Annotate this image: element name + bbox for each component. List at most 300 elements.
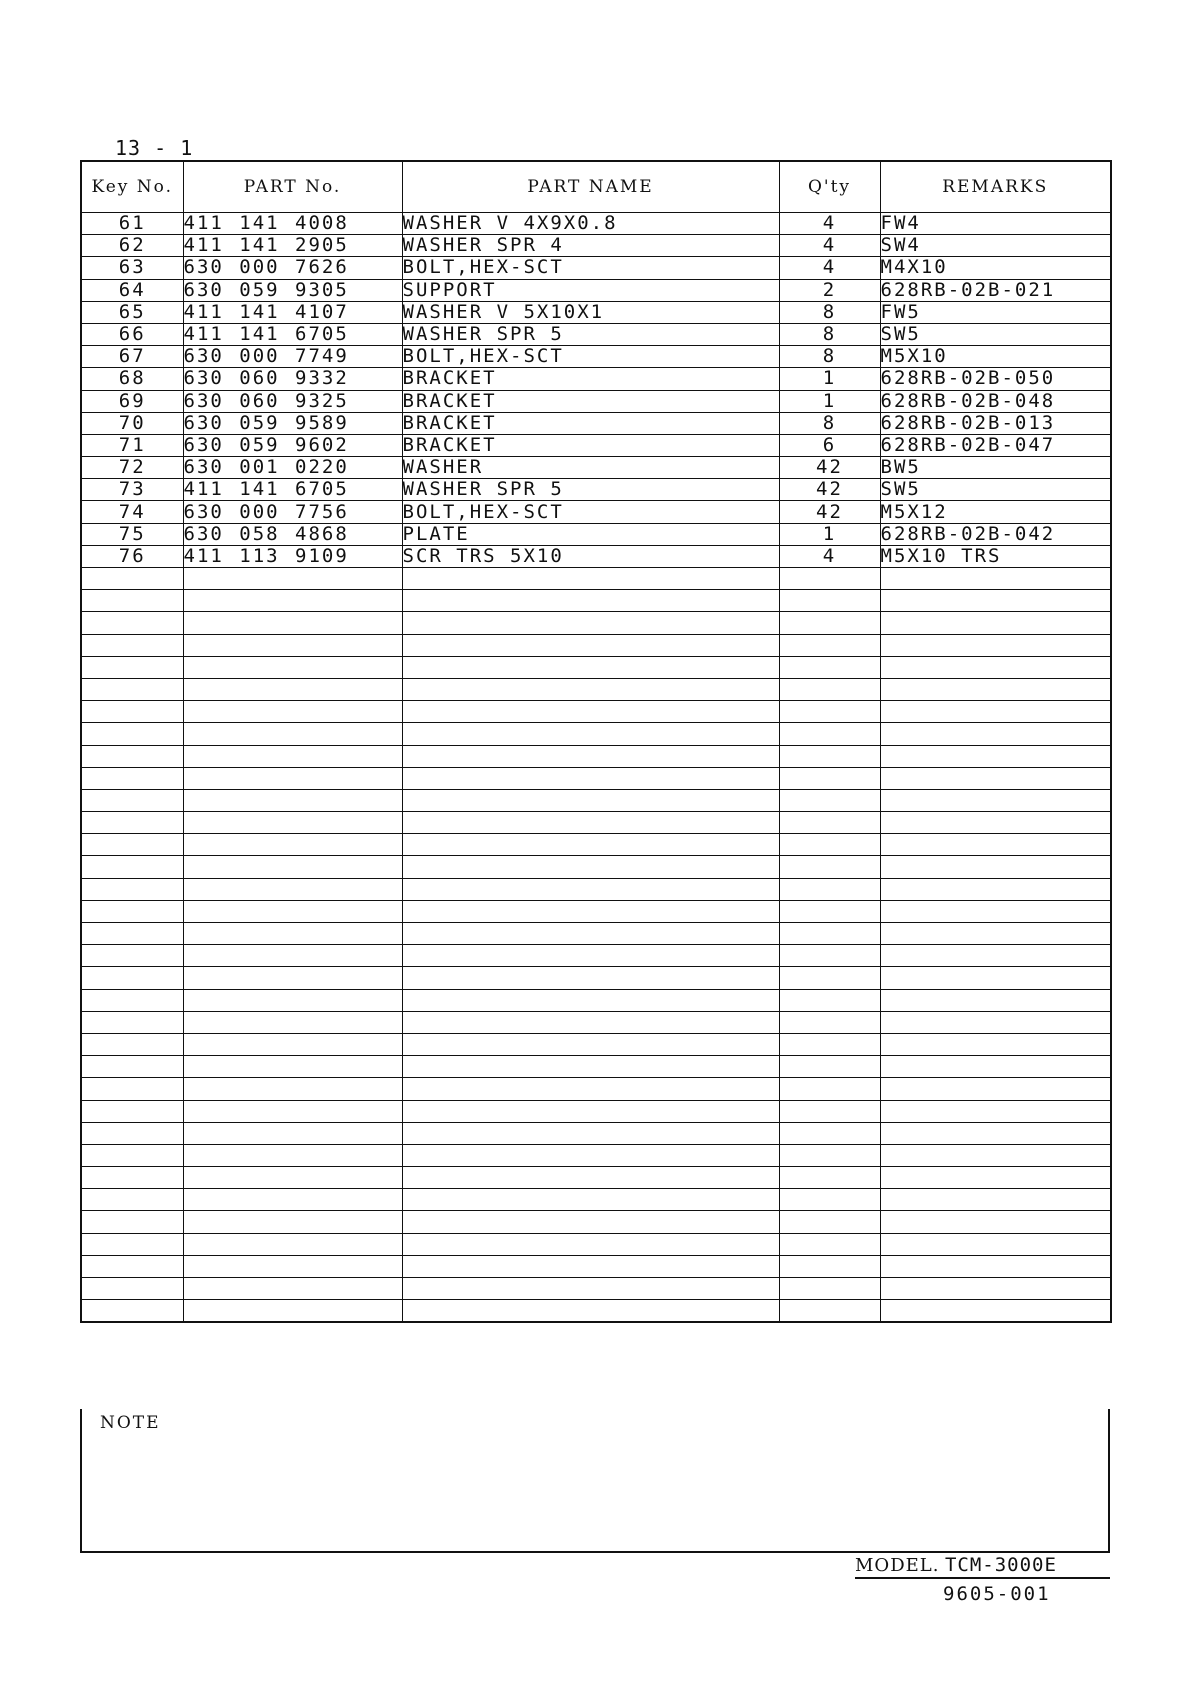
empty-qty-cell (779, 656, 880, 678)
table-row (81, 479, 1111, 501)
remarks-cell: M5X10 (880, 346, 1111, 368)
empty-remarks-cell (880, 656, 1111, 678)
empty-qty-cell (779, 612, 880, 634)
empty-part-no-cell (183, 1033, 402, 1055)
empty-key-no-cell (81, 967, 183, 989)
empty-part-no-cell (183, 945, 402, 967)
note-box (80, 1409, 1110, 1553)
empty-part-name-cell (402, 1278, 779, 1300)
model-line (855, 1554, 1110, 1579)
key-no-cell: 62 (81, 235, 183, 257)
qty-cell: 42 (779, 479, 880, 501)
empty-part-name-cell (402, 1167, 779, 1189)
qty-cell: 4 (779, 213, 880, 235)
empty-remarks-cell (880, 878, 1111, 900)
table-row (81, 545, 1111, 567)
part-name-cell: WASHER SPR 4 (402, 235, 779, 257)
key-no-cell: 67 (81, 346, 183, 368)
part-name-cell: WASHER SPR 5 (402, 479, 779, 501)
empty-key-no-cell (81, 1300, 183, 1323)
empty-remarks-cell (880, 723, 1111, 745)
empty-part-name-cell (402, 1233, 779, 1255)
key-no-cell: 68 (81, 368, 183, 390)
empty-part-no-cell (183, 1300, 402, 1323)
empty-key-no-cell (81, 1255, 183, 1277)
empty-key-no-cell (81, 1011, 183, 1033)
empty-remarks-cell (880, 612, 1111, 634)
empty-qty-cell (779, 767, 880, 789)
empty-part-no-cell (183, 1122, 402, 1144)
empty-remarks-cell (880, 1100, 1111, 1122)
empty-part-no-cell (183, 612, 402, 634)
empty-part-name-cell (402, 701, 779, 723)
empty-table-row (81, 900, 1111, 922)
empty-part-name-cell (402, 767, 779, 789)
empty-key-no-cell (81, 1056, 183, 1078)
empty-part-name-cell (402, 723, 779, 745)
table-row (81, 434, 1111, 456)
empty-part-no-cell (183, 568, 402, 590)
remarks-cell: M4X10 (880, 257, 1111, 279)
empty-remarks-cell (880, 967, 1111, 989)
header-qty: Q'ty (779, 161, 880, 213)
empty-qty-cell (779, 878, 880, 900)
empty-key-no-cell (81, 1189, 183, 1211)
qty-cell: 8 (779, 323, 880, 345)
part-no-cell: 630 000 7749 (183, 346, 402, 368)
empty-part-name-cell (402, 878, 779, 900)
empty-part-no-cell (183, 1056, 402, 1078)
part-name-cell: BOLT,HEX-SCT (402, 346, 779, 368)
empty-table-row (81, 1300, 1111, 1323)
remarks-cell: 628RB-02B-042 (880, 523, 1111, 545)
empty-part-no-cell (183, 856, 402, 878)
part-name-cell: BOLT,HEX-SCT (402, 257, 779, 279)
empty-table-row (81, 723, 1111, 745)
empty-table-row (81, 701, 1111, 723)
remarks-cell: BW5 (880, 457, 1111, 479)
part-no-cell: 630 001 0220 (183, 457, 402, 479)
empty-remarks-cell (880, 1278, 1111, 1300)
empty-qty-cell (779, 590, 880, 612)
empty-part-no-cell (183, 1167, 402, 1189)
empty-table-row (81, 1167, 1111, 1189)
table-row (81, 257, 1111, 279)
empty-part-name-cell (402, 1122, 779, 1144)
empty-remarks-cell (880, 745, 1111, 767)
empty-table-row (81, 1011, 1111, 1033)
empty-remarks-cell (880, 1167, 1111, 1189)
empty-table-row (81, 878, 1111, 900)
part-no-cell: 411 141 6705 (183, 323, 402, 345)
remarks-cell: 628RB-02B-021 (880, 279, 1111, 301)
empty-part-name-cell (402, 967, 779, 989)
empty-part-name-cell (402, 634, 779, 656)
part-name-cell: BRACKET (402, 434, 779, 456)
part-no-cell: 411 113 9109 (183, 545, 402, 567)
empty-qty-cell (779, 1122, 880, 1144)
table-row (81, 501, 1111, 523)
part-name-cell: SUPPORT (402, 279, 779, 301)
parts-table (80, 160, 1112, 1323)
empty-part-name-cell (402, 1300, 779, 1323)
empty-qty-cell (779, 1255, 880, 1277)
qty-cell: 1 (779, 368, 880, 390)
empty-part-name-cell (402, 834, 779, 856)
empty-table-row (81, 967, 1111, 989)
empty-remarks-cell (880, 1233, 1111, 1255)
key-no-cell: 63 (81, 257, 183, 279)
empty-key-no-cell (81, 678, 183, 700)
qty-cell: 1 (779, 523, 880, 545)
table-row (81, 457, 1111, 479)
empty-qty-cell (779, 1011, 880, 1033)
key-no-cell: 72 (81, 457, 183, 479)
empty-qty-cell (779, 1100, 880, 1122)
empty-part-no-cell (183, 1233, 402, 1255)
empty-remarks-cell (880, 1122, 1111, 1144)
header-row (81, 161, 1111, 213)
part-no-cell: 630 059 9589 (183, 412, 402, 434)
empty-remarks-cell (880, 1056, 1111, 1078)
empty-table-row (81, 1100, 1111, 1122)
empty-qty-cell (779, 1078, 880, 1100)
empty-part-name-cell (402, 1255, 779, 1277)
empty-part-no-cell (183, 723, 402, 745)
empty-remarks-cell (880, 590, 1111, 612)
empty-qty-cell (779, 1211, 880, 1233)
empty-table-row (81, 634, 1111, 656)
part-name-cell: WASHER (402, 457, 779, 479)
empty-key-no-cell (81, 989, 183, 1011)
empty-part-no-cell (183, 656, 402, 678)
empty-remarks-cell (880, 634, 1111, 656)
remarks-cell: FW5 (880, 301, 1111, 323)
qty-cell: 1 (779, 390, 880, 412)
empty-key-no-cell (81, 1033, 183, 1055)
empty-table-row (81, 568, 1111, 590)
empty-qty-cell (779, 856, 880, 878)
empty-qty-cell (779, 678, 880, 700)
key-no-cell: 74 (81, 501, 183, 523)
empty-part-name-cell (402, 812, 779, 834)
empty-table-row (81, 989, 1111, 1011)
empty-remarks-cell (880, 1033, 1111, 1055)
empty-qty-cell (779, 1278, 880, 1300)
qty-cell: 4 (779, 235, 880, 257)
table-row (81, 213, 1111, 235)
part-name-cell: SCR TRS 5X10 (402, 545, 779, 567)
empty-key-no-cell (81, 634, 183, 656)
empty-part-no-cell (183, 878, 402, 900)
empty-key-no-cell (81, 1144, 183, 1166)
empty-remarks-cell (880, 1078, 1111, 1100)
table-row (81, 390, 1111, 412)
page-number: 13 - 1 (115, 136, 194, 160)
empty-remarks-cell (880, 767, 1111, 789)
empty-key-no-cell (81, 856, 183, 878)
qty-cell: 42 (779, 501, 880, 523)
empty-part-no-cell (183, 989, 402, 1011)
empty-part-name-cell (402, 1144, 779, 1166)
empty-part-no-cell (183, 1278, 402, 1300)
table-row (81, 301, 1111, 323)
remarks-cell: 628RB-02B-050 (880, 368, 1111, 390)
empty-remarks-cell (880, 856, 1111, 878)
empty-part-name-cell (402, 1078, 779, 1100)
qty-cell: 4 (779, 257, 880, 279)
empty-table-row (81, 923, 1111, 945)
empty-part-name-cell (402, 900, 779, 922)
empty-part-no-cell (183, 923, 402, 945)
empty-qty-cell (779, 701, 880, 723)
empty-part-name-cell (402, 856, 779, 878)
parts-table-body (81, 213, 1111, 1323)
empty-remarks-cell (880, 701, 1111, 723)
part-no-cell: 630 058 4868 (183, 523, 402, 545)
table-row (81, 346, 1111, 368)
empty-part-no-cell (183, 1100, 402, 1122)
empty-remarks-cell (880, 900, 1111, 922)
header-part-name: PART NAME (402, 161, 779, 213)
qty-cell: 4 (779, 545, 880, 567)
empty-part-no-cell (183, 1189, 402, 1211)
empty-qty-cell (779, 945, 880, 967)
empty-table-row (81, 1278, 1111, 1300)
empty-table-row (81, 812, 1111, 834)
empty-qty-cell (779, 834, 880, 856)
empty-key-no-cell (81, 923, 183, 945)
part-name-cell: WASHER V 5X10X1 (402, 301, 779, 323)
model-label: MODEL. (855, 1555, 940, 1576)
table-row (81, 323, 1111, 345)
empty-part-name-cell (402, 1211, 779, 1233)
empty-qty-cell (779, 900, 880, 922)
empty-key-no-cell (81, 1211, 183, 1233)
empty-qty-cell (779, 1033, 880, 1055)
table-row (81, 412, 1111, 434)
key-no-cell: 64 (81, 279, 183, 301)
empty-key-no-cell (81, 723, 183, 745)
empty-remarks-cell (880, 1211, 1111, 1233)
empty-remarks-cell (880, 834, 1111, 856)
note-label: NOTE (100, 1413, 161, 1433)
empty-table-row (81, 678, 1111, 700)
empty-key-no-cell (81, 900, 183, 922)
table-row (81, 235, 1111, 257)
key-no-cell: 76 (81, 545, 183, 567)
qty-cell: 6 (779, 434, 880, 456)
remarks-cell: M5X12 (880, 501, 1111, 523)
key-no-cell: 65 (81, 301, 183, 323)
empty-table-row (81, 1033, 1111, 1055)
empty-qty-cell (779, 723, 880, 745)
key-no-cell: 71 (81, 434, 183, 456)
empty-table-row (81, 1189, 1111, 1211)
empty-part-name-cell (402, 1056, 779, 1078)
empty-table-row (81, 1078, 1111, 1100)
empty-table-row (81, 1233, 1111, 1255)
part-name-cell: WASHER V 4X9X0.8 (402, 213, 779, 235)
empty-qty-cell (779, 1233, 880, 1255)
part-no-cell: 630 060 9332 (183, 368, 402, 390)
empty-part-no-cell (183, 900, 402, 922)
empty-remarks-cell (880, 923, 1111, 945)
remarks-cell: 628RB-02B-013 (880, 412, 1111, 434)
table-row (81, 523, 1111, 545)
empty-part-no-cell (183, 812, 402, 834)
empty-part-no-cell (183, 1211, 402, 1233)
empty-remarks-cell (880, 1189, 1111, 1211)
empty-part-name-cell (402, 1189, 779, 1211)
header-remarks: REMARKS (880, 161, 1111, 213)
qty-cell: 8 (779, 301, 880, 323)
remarks-cell: SW5 (880, 323, 1111, 345)
empty-key-no-cell (81, 656, 183, 678)
empty-table-row (81, 945, 1111, 967)
empty-part-no-cell (183, 1011, 402, 1033)
empty-qty-cell (779, 1300, 880, 1323)
model-value: TCM-3000E (944, 1554, 1057, 1576)
key-no-cell: 66 (81, 323, 183, 345)
empty-qty-cell (779, 1056, 880, 1078)
remarks-cell: M5X10 TRS (880, 545, 1111, 567)
empty-key-no-cell (81, 745, 183, 767)
part-no-cell: 630 059 9602 (183, 434, 402, 456)
empty-part-no-cell (183, 634, 402, 656)
qty-cell: 8 (779, 346, 880, 368)
empty-part-no-cell (183, 767, 402, 789)
empty-part-name-cell (402, 1033, 779, 1055)
empty-table-row (81, 789, 1111, 811)
parts-table-header (81, 161, 1111, 213)
empty-key-no-cell (81, 1100, 183, 1122)
empty-qty-cell (779, 568, 880, 590)
empty-part-name-cell (402, 612, 779, 634)
empty-table-row (81, 1255, 1111, 1277)
remarks-cell: SW4 (880, 235, 1111, 257)
empty-table-row (81, 590, 1111, 612)
empty-key-no-cell (81, 1122, 183, 1144)
empty-part-no-cell (183, 745, 402, 767)
empty-part-name-cell (402, 678, 779, 700)
empty-qty-cell (779, 1189, 880, 1211)
part-no-cell: 630 000 7756 (183, 501, 402, 523)
empty-table-row (81, 612, 1111, 634)
empty-qty-cell (779, 967, 880, 989)
empty-qty-cell (779, 1144, 880, 1166)
empty-remarks-cell (880, 812, 1111, 834)
qty-cell: 42 (779, 457, 880, 479)
part-no-cell: 630 059 9305 (183, 279, 402, 301)
empty-remarks-cell (880, 789, 1111, 811)
empty-part-name-cell (402, 656, 779, 678)
part-name-cell: BRACKET (402, 390, 779, 412)
empty-table-row (81, 1122, 1111, 1144)
empty-qty-cell (779, 989, 880, 1011)
empty-part-name-cell (402, 945, 779, 967)
part-no-cell: 630 060 9325 (183, 390, 402, 412)
key-no-cell: 70 (81, 412, 183, 434)
empty-part-no-cell (183, 1255, 402, 1277)
empty-key-no-cell (81, 701, 183, 723)
empty-table-row (81, 1211, 1111, 1233)
qty-cell: 8 (779, 412, 880, 434)
empty-key-no-cell (81, 767, 183, 789)
empty-key-no-cell (81, 568, 183, 590)
empty-qty-cell (779, 789, 880, 811)
empty-key-no-cell (81, 612, 183, 634)
empty-table-row (81, 856, 1111, 878)
part-name-cell: BOLT,HEX-SCT (402, 501, 779, 523)
empty-table-row (81, 1056, 1111, 1078)
empty-qty-cell (779, 634, 880, 656)
empty-key-no-cell (81, 812, 183, 834)
key-no-cell: 69 (81, 390, 183, 412)
empty-part-name-cell (402, 745, 779, 767)
empty-part-no-cell (183, 1078, 402, 1100)
empty-remarks-cell (880, 1300, 1111, 1323)
part-name-cell: WASHER SPR 5 (402, 323, 779, 345)
empty-part-name-cell (402, 590, 779, 612)
empty-key-no-cell (81, 945, 183, 967)
empty-remarks-cell (880, 989, 1111, 1011)
header-part-no: PART No. (183, 161, 402, 213)
part-name-cell: BRACKET (402, 368, 779, 390)
key-no-cell: 61 (81, 213, 183, 235)
part-name-cell: PLATE (402, 523, 779, 545)
empty-key-no-cell (81, 590, 183, 612)
empty-part-no-cell (183, 701, 402, 723)
header-key-no: Key No. (81, 161, 183, 213)
document-number: 9605-001 (943, 1583, 1051, 1605)
empty-remarks-cell (880, 1011, 1111, 1033)
empty-part-no-cell (183, 834, 402, 856)
empty-part-name-cell (402, 789, 779, 811)
empty-remarks-cell (880, 1144, 1111, 1166)
remarks-cell: SW5 (880, 479, 1111, 501)
key-no-cell: 73 (81, 479, 183, 501)
remarks-cell: 628RB-02B-047 (880, 434, 1111, 456)
empty-key-no-cell (81, 834, 183, 856)
empty-part-no-cell (183, 967, 402, 989)
empty-key-no-cell (81, 1078, 183, 1100)
part-name-cell: BRACKET (402, 412, 779, 434)
empty-table-row (81, 834, 1111, 856)
empty-part-name-cell (402, 568, 779, 590)
empty-remarks-cell (880, 568, 1111, 590)
empty-qty-cell (779, 812, 880, 834)
empty-part-name-cell (402, 923, 779, 945)
table-row (81, 368, 1111, 390)
part-no-cell: 630 000 7626 (183, 257, 402, 279)
empty-part-name-cell (402, 1100, 779, 1122)
empty-qty-cell (779, 1167, 880, 1189)
empty-table-row (81, 1144, 1111, 1166)
empty-key-no-cell (81, 878, 183, 900)
part-no-cell: 411 141 4107 (183, 301, 402, 323)
empty-part-no-cell (183, 678, 402, 700)
empty-key-no-cell (81, 1167, 183, 1189)
empty-remarks-cell (880, 1255, 1111, 1277)
empty-remarks-cell (880, 945, 1111, 967)
part-no-cell: 411 141 6705 (183, 479, 402, 501)
empty-part-no-cell (183, 789, 402, 811)
key-no-cell: 75 (81, 523, 183, 545)
empty-part-name-cell (402, 989, 779, 1011)
empty-table-row (81, 656, 1111, 678)
empty-remarks-cell (880, 678, 1111, 700)
